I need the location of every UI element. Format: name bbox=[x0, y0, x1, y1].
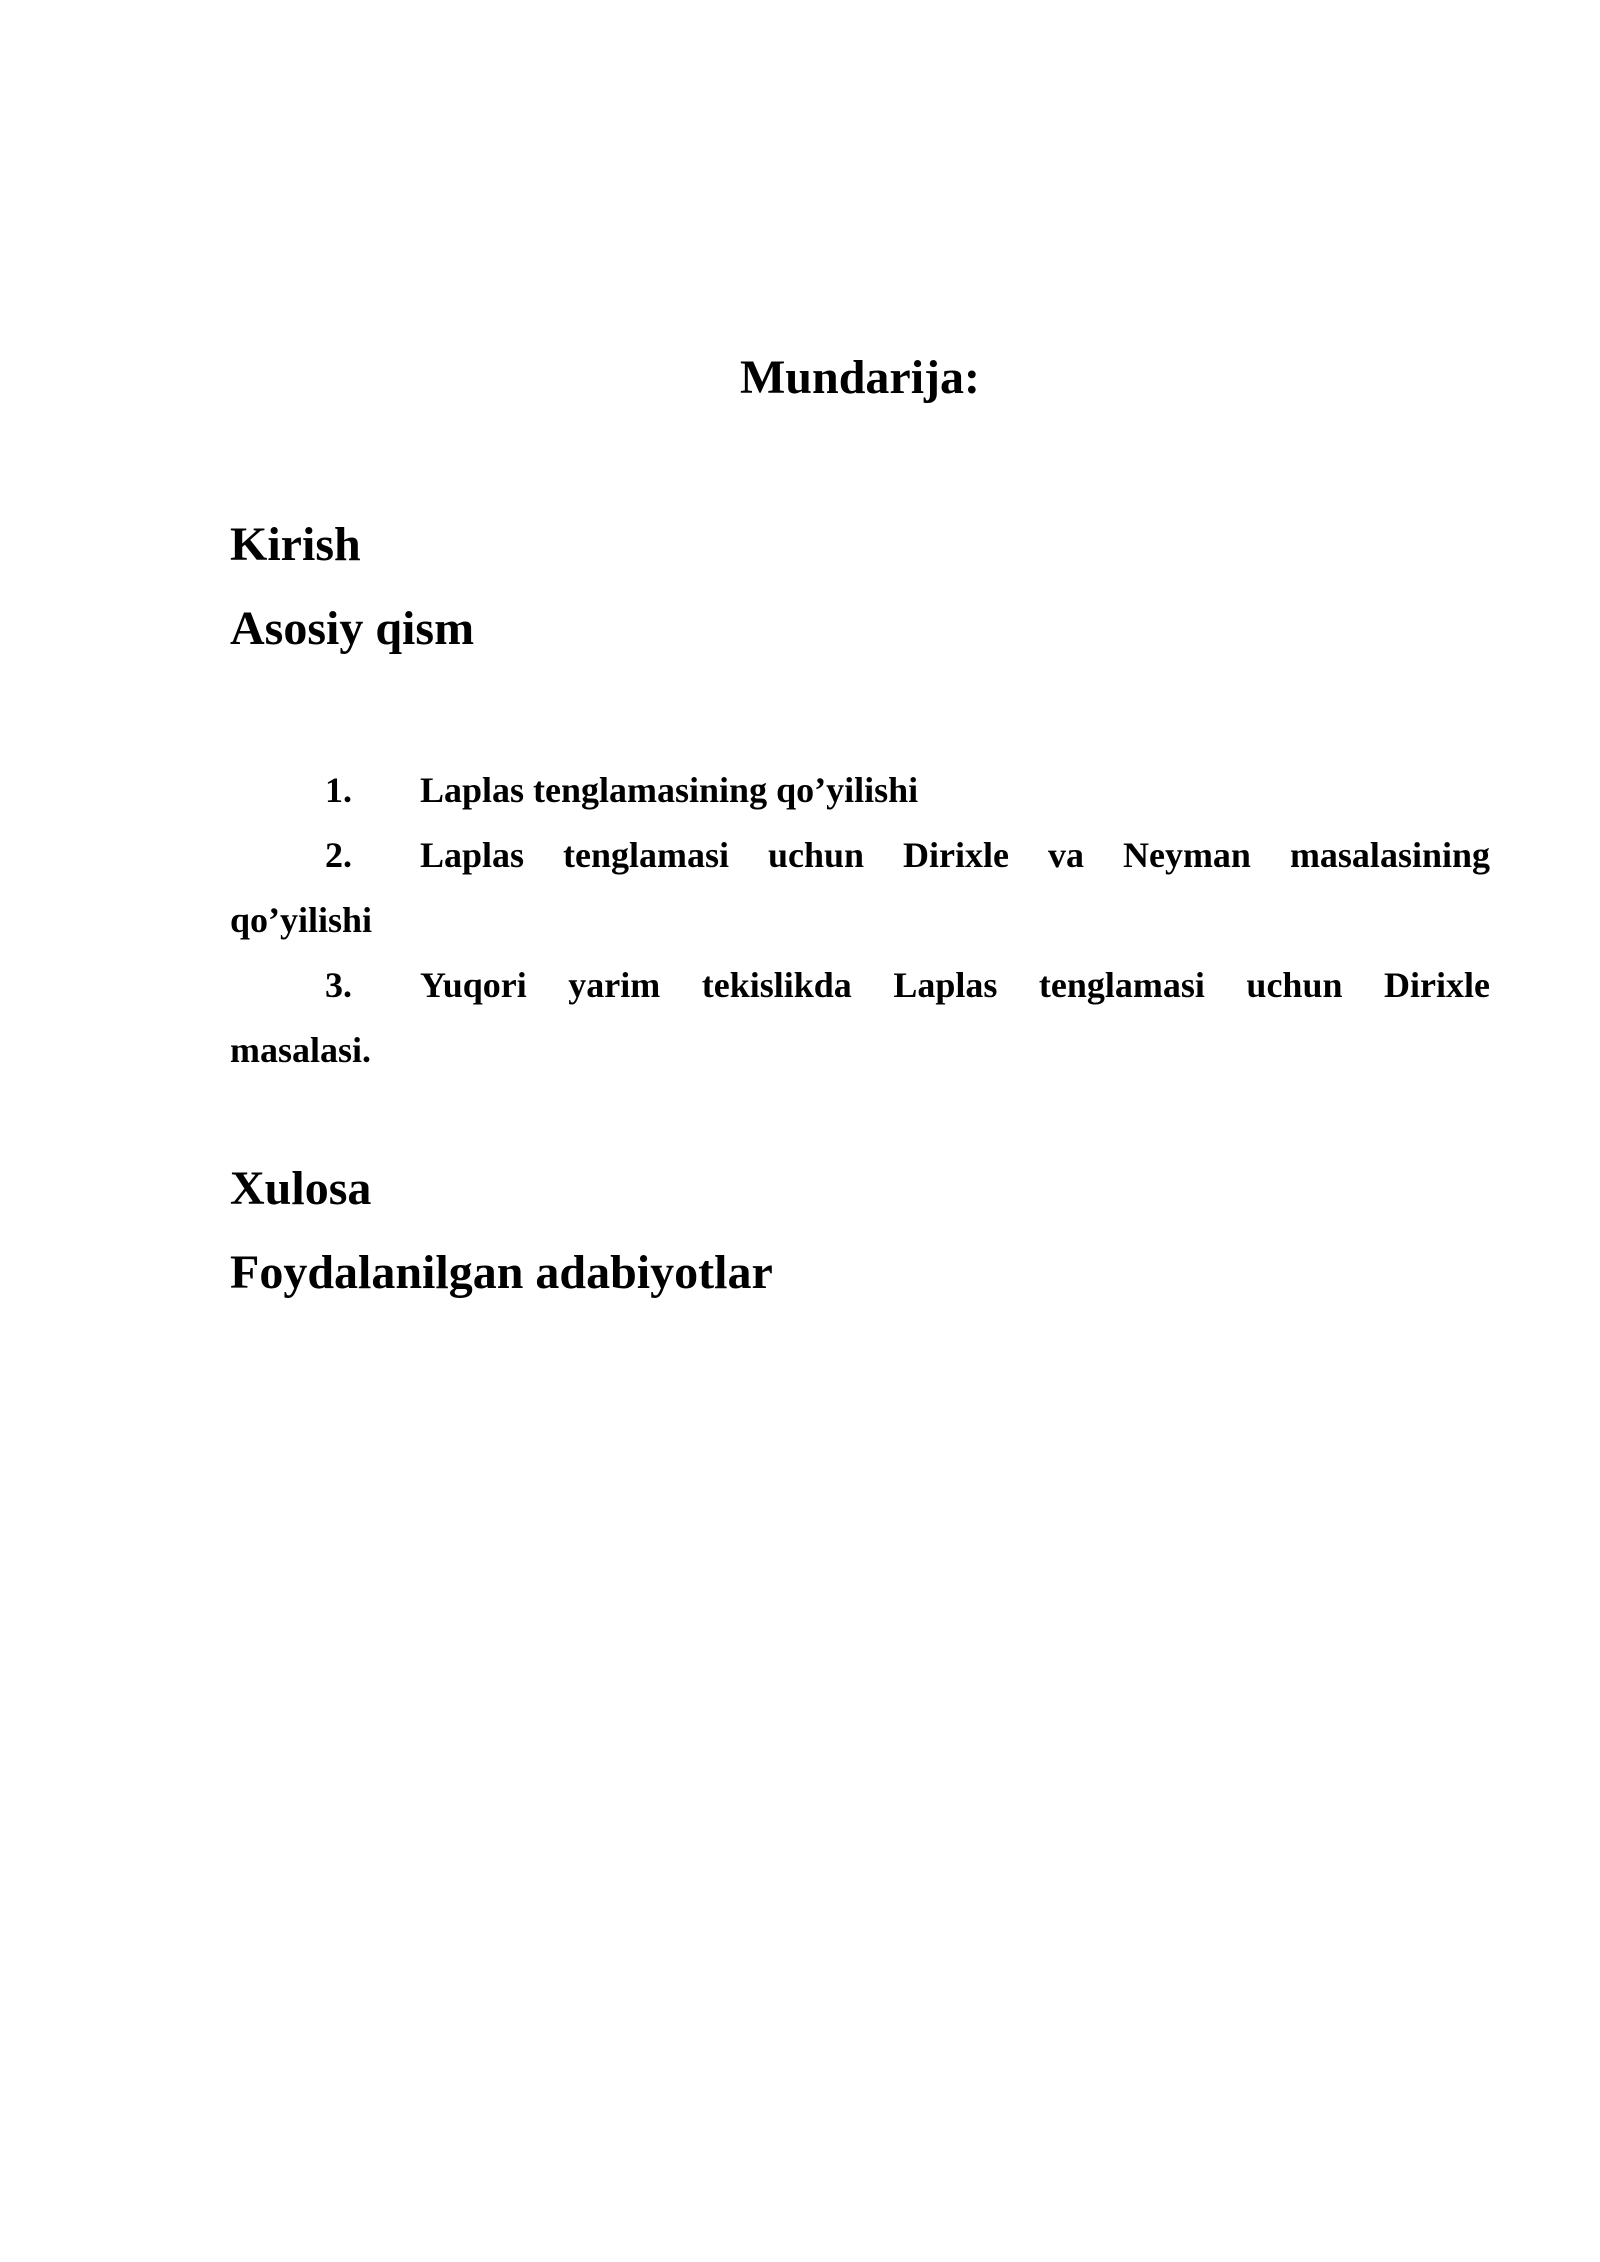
toc-item-text: Laplas tenglamasining qo’yilishi bbox=[420, 770, 919, 810]
toc-list bbox=[230, 758, 1490, 1083]
toc-item-number: 1. bbox=[325, 770, 352, 810]
heading-foydalanilgan-adabiyotlar: Foydalanilgan adabiyotlar bbox=[230, 1246, 773, 1299]
toc-item-2 bbox=[230, 823, 1490, 953]
toc-item-text-line1: Yuqori yarim tekislikda Laplas tenglamasi uchun Dirixle bbox=[420, 965, 1490, 1005]
toc-item-3 bbox=[230, 953, 1490, 1083]
page-title: Mundarija: bbox=[740, 351, 980, 404]
toc-item-1 bbox=[230, 758, 1490, 823]
toc-item-text-line1: Laplas tenglamasi uchun Dirixle va Neyman masalasining bbox=[420, 835, 1490, 875]
toc-item-number: 2. bbox=[325, 835, 352, 875]
toc-item-text-line2: qo’yilishi bbox=[230, 900, 373, 940]
heading-asosiy-qism: Asosiy qism bbox=[230, 602, 475, 655]
toc-item-number: 3. bbox=[325, 965, 352, 1005]
heading-xulosa: Xulosa bbox=[230, 1162, 372, 1215]
toc-item-text-line2: masalasi. bbox=[230, 1030, 372, 1070]
heading-kirish: Kirish bbox=[230, 518, 361, 571]
